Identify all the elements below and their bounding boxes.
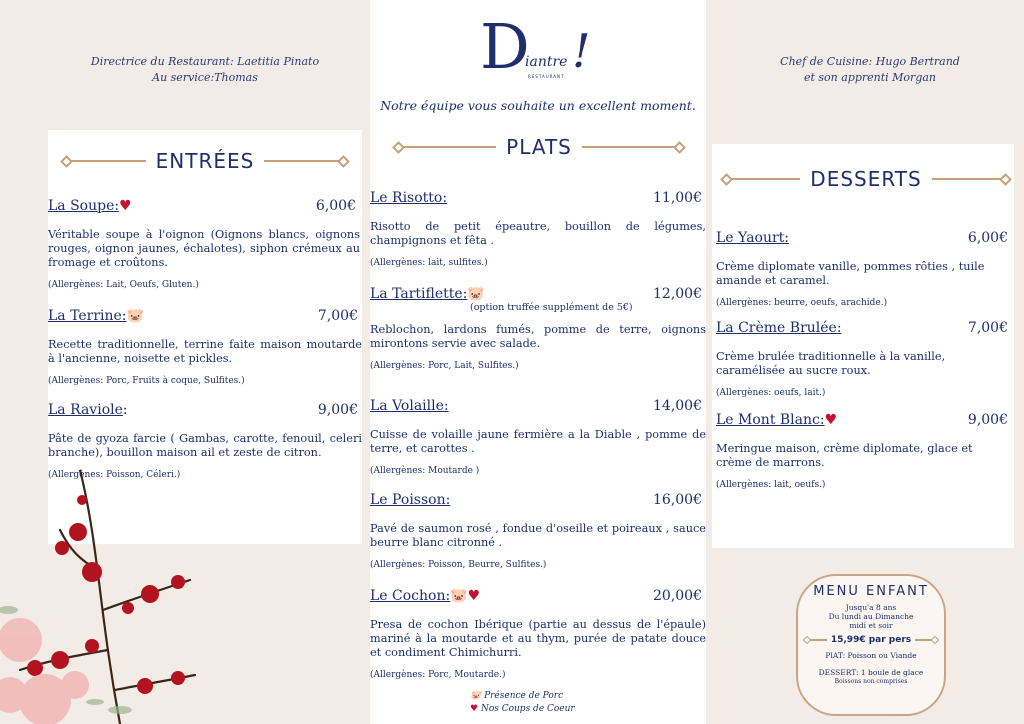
item-price: 11,00€ bbox=[653, 190, 702, 206]
item-description: Pavé de saumon rosé , fondue d'oseille et poireaux , sauce beurre blanc citronné . bbox=[370, 522, 706, 549]
item-allergens: (Allergènes: Poisson, Beurre, Sulfites.) bbox=[370, 560, 547, 570]
item-allergens: (Allergènes: beurre, oeufs, arachide.) bbox=[716, 298, 888, 308]
diamond-ornament bbox=[931, 636, 939, 644]
item-name: La Crème Brulée: bbox=[716, 320, 842, 336]
item-name-suffix: : bbox=[122, 402, 128, 418]
item-allergens: (Allergènes: Porc, Fruits à coque, Sulfites.) bbox=[48, 376, 245, 386]
header-left bbox=[55, 54, 355, 86]
service-line: Au service:Thomas bbox=[152, 71, 258, 84]
tagline: Notre équipe vous souhaite un excellent moment. bbox=[380, 98, 696, 113]
item-description: Presa de cochon Ibérique (partie au dessus de l'épaule) mariné à la moutarde et au thym, purée de patate douce et condiment Chimichurri. bbox=[370, 618, 706, 659]
item-allergens: (Allergènes: Moutarde ) bbox=[370, 466, 480, 476]
header-right bbox=[720, 54, 1020, 86]
item-description: Recette traditionnelle, terrine faite maison moutarde à l'ancienne, noisette et pickles. bbox=[48, 338, 362, 365]
item-price: 16,00€ bbox=[653, 492, 702, 508]
entrees-title: ENTRÉES bbox=[155, 149, 255, 173]
menu-item bbox=[712, 230, 1014, 308]
heart-icon: ♥ bbox=[470, 704, 481, 714]
kids-age: Jusqu'a 8 ans bbox=[845, 603, 897, 612]
item-name: La Raviole bbox=[48, 402, 123, 418]
item-name: La Tartiflette: bbox=[370, 286, 468, 302]
kids-days: Du lundi au Dimanche bbox=[828, 612, 914, 621]
item-description: Meringue maison, crème diplomate, glace et crème de marrons. bbox=[716, 442, 973, 469]
pig-icon: 🐷 bbox=[470, 691, 485, 701]
menu-item bbox=[48, 308, 362, 386]
item-description: Cuisse de volaille jaune fermière a la Diable , pomme de terre, et carottes . bbox=[370, 428, 706, 455]
desserts-title: DESSERTS bbox=[810, 167, 922, 191]
kids-price-row bbox=[804, 635, 938, 645]
item-price: 6,00€ bbox=[315, 198, 356, 214]
menu-item bbox=[712, 412, 1014, 490]
legend-porc bbox=[470, 690, 575, 703]
item-price: 9,00€ bbox=[967, 412, 1008, 428]
legend-coeur-label: Nos Coups de Coeur bbox=[480, 704, 575, 714]
item-description: Pâte de gyoza farcie ( Gambas, carotte, fenouil, celeri branche), bouillon maison ail et zeste de citron. bbox=[48, 432, 362, 459]
logo-bang: ! bbox=[572, 24, 591, 78]
kids-price: 15,99€ par pers bbox=[830, 635, 912, 645]
kids-times: midi et soir bbox=[849, 621, 893, 630]
kids-boissons: Boissons non comprises bbox=[834, 678, 908, 685]
director-line: Directrice du Restaurant: Laetitia Pinato bbox=[90, 55, 320, 68]
rule-ornament bbox=[403, 146, 496, 148]
diamond-ornament bbox=[337, 155, 350, 168]
heart-icon: ♥ bbox=[824, 412, 838, 428]
pig-heart-icons: 🐷♥ bbox=[450, 588, 481, 604]
legend bbox=[470, 690, 575, 716]
item-name: Le Cochon: bbox=[370, 588, 451, 604]
legend-coeur bbox=[470, 703, 575, 716]
item-description: Reblochon, lardons fumés, pomme de terre, oignons mirontons servie avec salade. bbox=[370, 323, 706, 350]
chef-line: Chef de Cuisine: Hugo Bertrand bbox=[780, 55, 960, 68]
desserts-title-row bbox=[712, 166, 1014, 192]
menu-item bbox=[370, 492, 706, 570]
item-price: 20,00€ bbox=[653, 588, 702, 604]
pig-icon: 🐷 bbox=[126, 308, 144, 324]
logo-letter: D bbox=[480, 10, 530, 83]
item-allergens: (Allergènes: Porc, Moutarde.) bbox=[370, 670, 506, 680]
item-description: Crème diplomate vanille, pommes rôties , tuile amande et caramel. bbox=[716, 260, 985, 287]
menu-item bbox=[370, 286, 706, 371]
item-name: Le Risotto: bbox=[370, 190, 448, 206]
item-price: 6,00€ bbox=[967, 230, 1008, 246]
item-allergens: (Allergènes: lait, sulfites.) bbox=[370, 258, 488, 268]
apprentice-line: et son apprenti Morgan bbox=[803, 71, 937, 84]
diamond-ornament bbox=[999, 173, 1012, 186]
item-price: 12,00€ bbox=[653, 286, 702, 302]
desserts-panel bbox=[712, 144, 1014, 548]
rule-ornament bbox=[582, 146, 675, 148]
item-price: 7,00€ bbox=[317, 308, 358, 324]
rule-ornament bbox=[264, 160, 339, 162]
item-name: La Volaille: bbox=[370, 398, 449, 414]
item-name: Le Yaourt: bbox=[716, 230, 790, 246]
plats-content bbox=[370, 0, 706, 724]
item-price: 7,00€ bbox=[967, 320, 1008, 336]
item-price: 9,00€ bbox=[317, 402, 358, 418]
item-name: Le Mont Blanc: bbox=[716, 412, 825, 428]
cherry-blossom-decoration bbox=[0, 470, 200, 724]
item-description: Risotto de petit épeautre, bouillon de légumes, champignons et fêta . bbox=[370, 220, 706, 247]
menu-item bbox=[370, 588, 706, 680]
entrees-title-row bbox=[48, 148, 362, 174]
legend-porc-label: Présence de Porc bbox=[484, 691, 564, 701]
kids-dessert: DESSERT: 1 boule de glace bbox=[818, 668, 924, 677]
rule-ornament bbox=[731, 178, 800, 180]
item-name: La Terrine: bbox=[48, 308, 127, 324]
item-name: La Soupe: bbox=[48, 198, 120, 214]
item-note: (option truffée supplément de 5€) bbox=[470, 302, 633, 313]
item-allergens: (Allergènes: Lait, Oeufs, Gluten.) bbox=[48, 280, 199, 290]
item-allergens: (Allergènes: oeufs, lait.) bbox=[716, 388, 826, 398]
heart-icon: ♥ bbox=[119, 198, 132, 214]
diamond-ornament bbox=[673, 141, 686, 154]
menu-item bbox=[370, 398, 706, 476]
item-description: Crème brulée traditionnelle à la vanille, caramélisée au sucre roux. bbox=[716, 350, 946, 377]
item-allergens: (Allergènes: Porc, Lait, Sulfites.) bbox=[370, 361, 519, 371]
pig-icon: 🐷 bbox=[467, 286, 485, 302]
item-allergens: (Allergènes: Poisson, Céleri.) bbox=[48, 470, 181, 480]
plats-title-row bbox=[370, 134, 706, 160]
item-allergens: (Allergènes: lait, oeufs.) bbox=[716, 480, 826, 490]
menu-item bbox=[48, 198, 362, 290]
item-name: Le Poisson: bbox=[370, 492, 451, 508]
menu-item bbox=[712, 320, 1014, 398]
rule-ornament bbox=[71, 160, 146, 162]
kids-plat: PlAT: Poisson ou Viande bbox=[825, 651, 917, 660]
item-description: Véritable soupe à l'oignon (Oignons blancs, oignons rouges, oignon jaunes, échalotes), siphon crémeux au fromage et croûtons. bbox=[48, 228, 360, 269]
menu-enfant-title: MENU ENFANT bbox=[813, 584, 929, 599]
logo-script: iantre bbox=[525, 54, 568, 70]
item-price: 14,00€ bbox=[653, 398, 702, 414]
rule-ornament bbox=[810, 639, 827, 641]
rule-ornament bbox=[932, 178, 1001, 180]
menu-item bbox=[48, 402, 362, 480]
plats-title: PLATS bbox=[506, 135, 572, 159]
menu-item bbox=[370, 190, 706, 268]
menu-enfant-card bbox=[796, 574, 946, 716]
logo-sub: RESTAURANT bbox=[528, 74, 565, 79]
